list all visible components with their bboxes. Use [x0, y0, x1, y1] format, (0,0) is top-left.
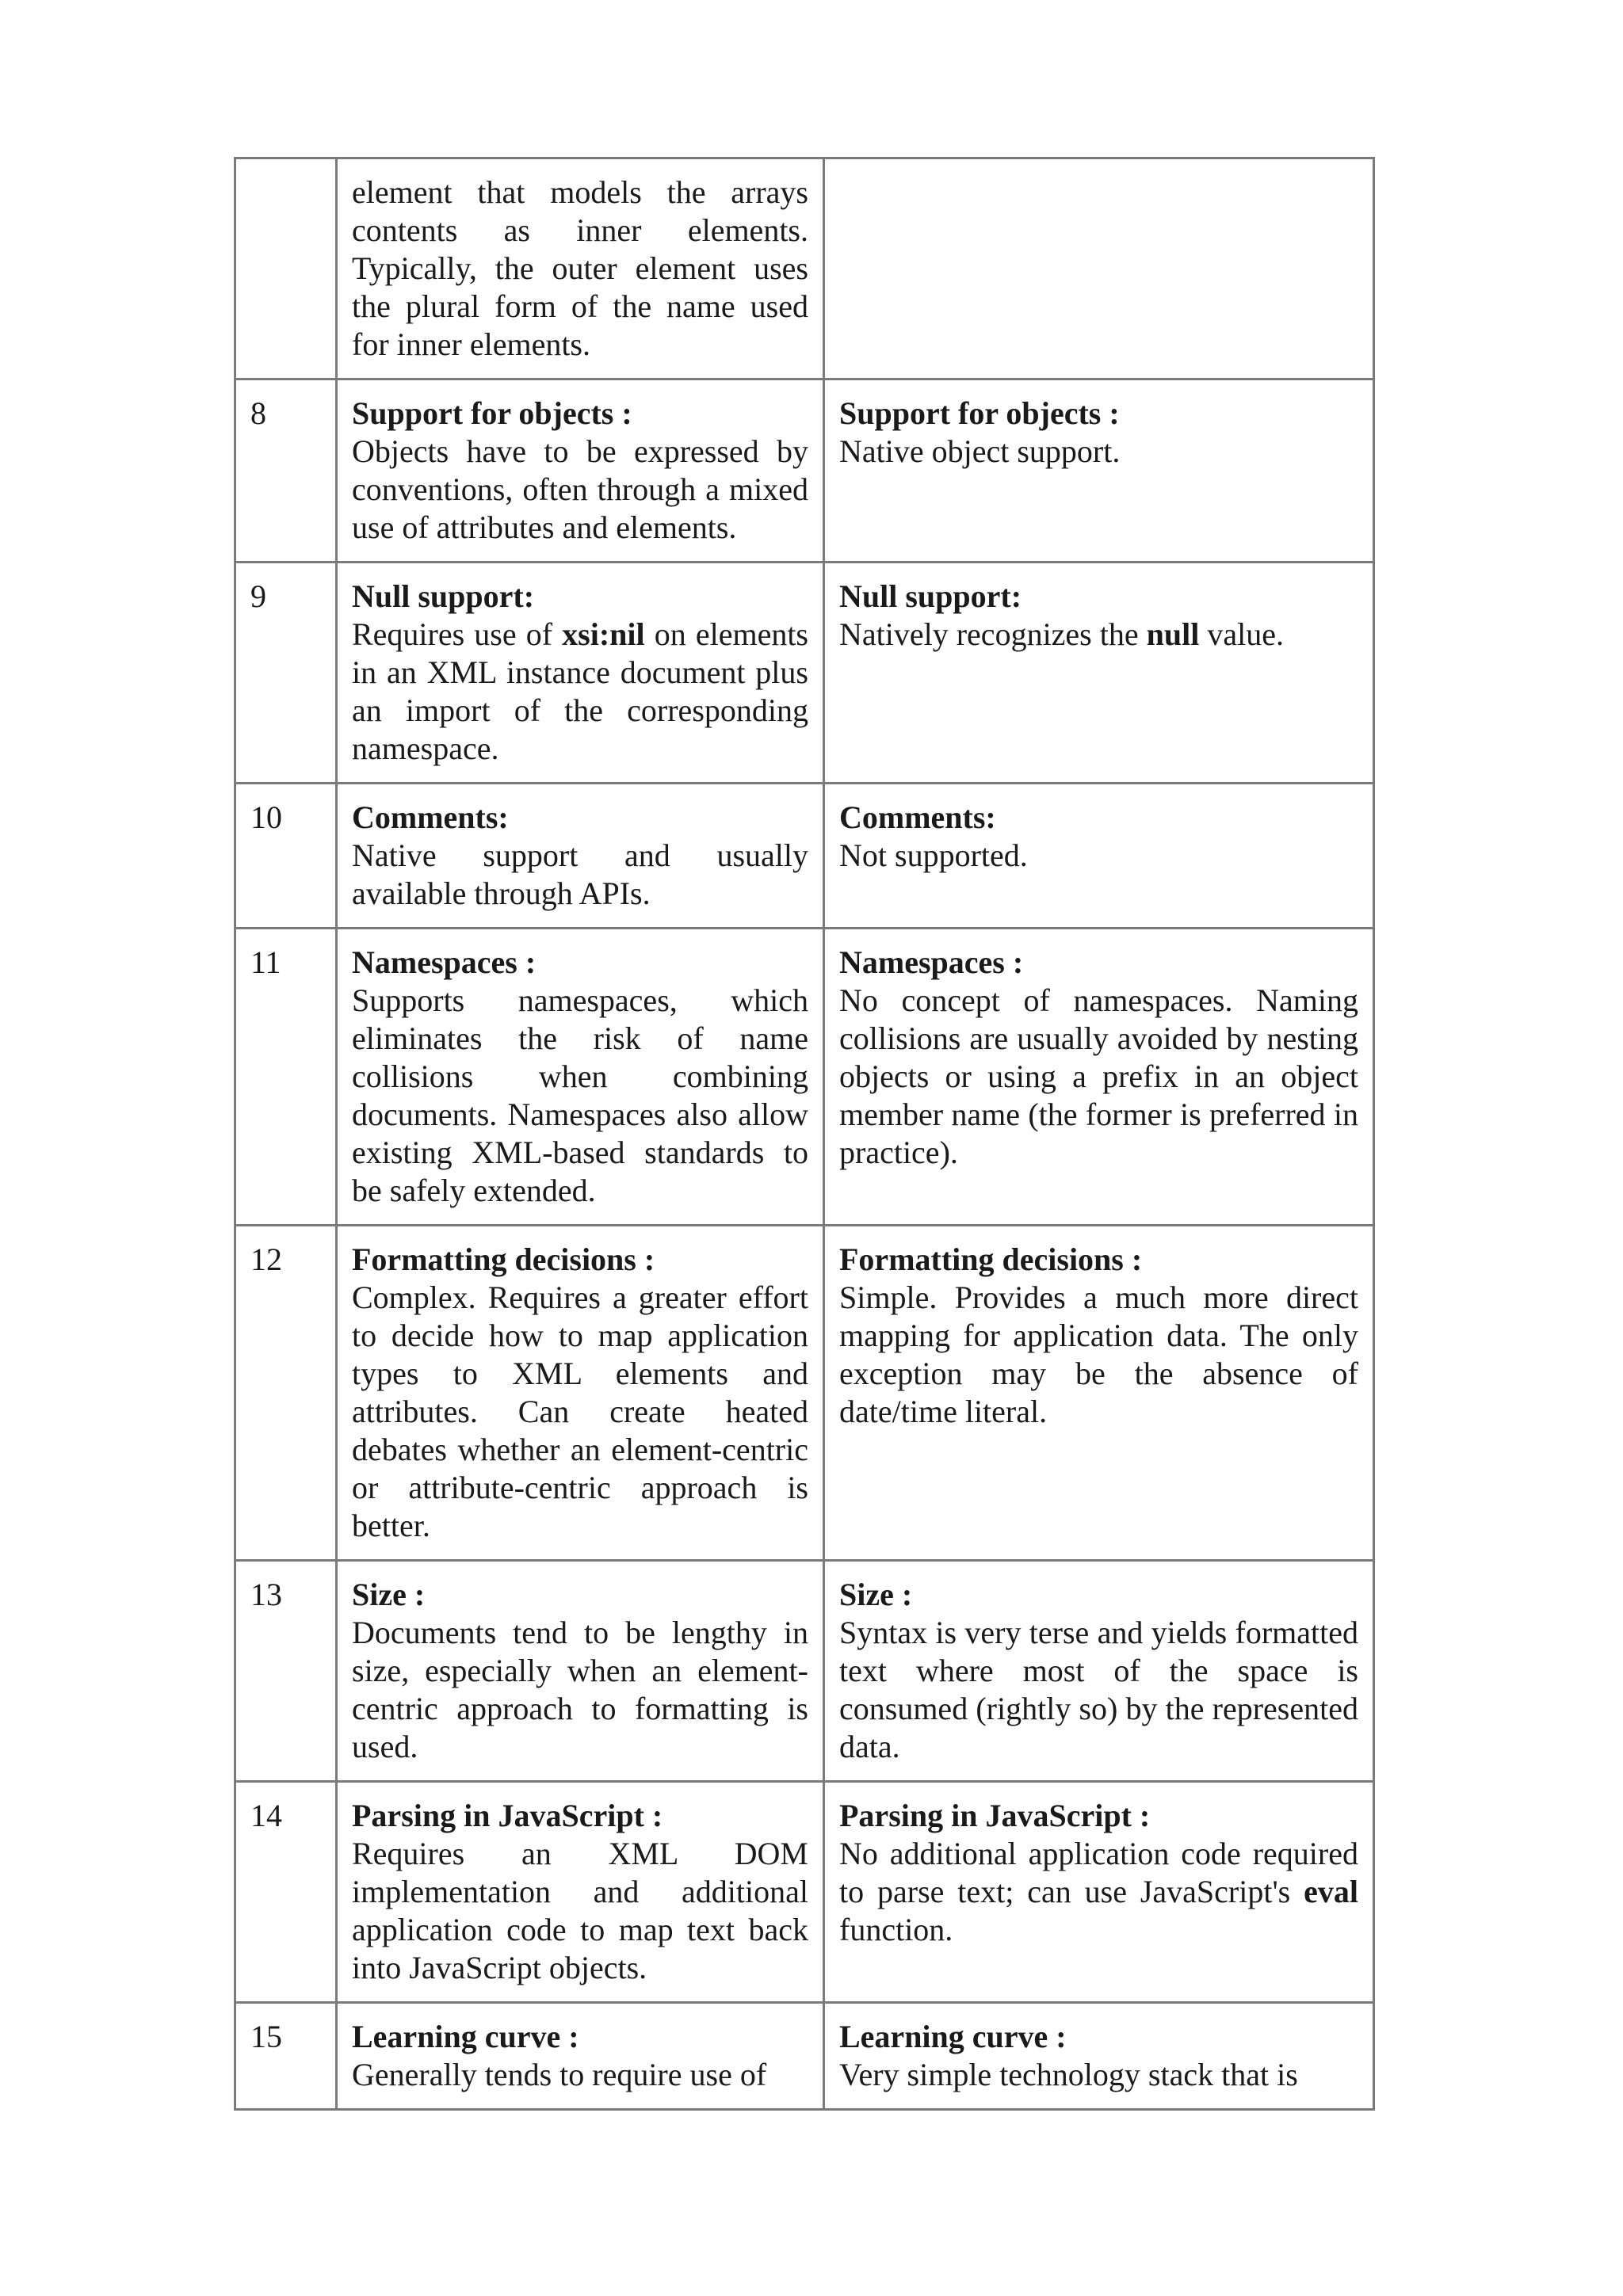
json-heading: Comments: [839, 799, 996, 835]
xml-cell [337, 2003, 824, 2110]
json-cell [824, 2003, 1374, 2110]
row-number: 14 [235, 1782, 337, 2003]
xml-description: Native support and usually available through APIs. [352, 837, 808, 911]
xml-description: Objects have to be expressed by conventions, often through a mixed use of attributes and elements. [352, 433, 808, 545]
xml-description: Generally tends to require use of [352, 2057, 767, 2092]
table-row [235, 1782, 1374, 2003]
json-cell [824, 1226, 1374, 1561]
table-row [235, 158, 1374, 379]
json-heading: Learning curve : [839, 2019, 1067, 2054]
table-row [235, 2003, 1374, 2110]
table-row [235, 1561, 1374, 1782]
xml-heading: Null support: [352, 578, 535, 614]
row-number: 15 [235, 2003, 337, 2110]
xml-description-post: on elements in an XML instance document plus an import of the corresponding namespace. [352, 616, 808, 766]
row-number: 12 [235, 1226, 337, 1561]
json-cell [824, 1782, 1374, 2003]
table-row [235, 929, 1374, 1226]
table-row [235, 1226, 1374, 1561]
json-heading: Null support: [839, 578, 1022, 614]
xml-heading: Formatting decisions : [352, 1241, 655, 1277]
json-cell [824, 929, 1374, 1226]
json-heading: Support for objects : [839, 395, 1120, 431]
xml-description: Supports namespaces, which eliminates the risk of name collisions when combining documents. Namespaces also allow existing XML-based standards to be safely extended. [352, 982, 808, 1208]
json-cell [824, 379, 1374, 563]
table-row [235, 784, 1374, 929]
json-description: No concept of namespaces. Naming collisions are usually avoided by nesting objects or using a prefix in an object member name (the former is preferred in practice). [839, 982, 1358, 1170]
xml-description-code: xsi:nil [562, 616, 645, 652]
xml-description: Documents tend to be lengthy in size, especially when an element-centric approach to formatting is used. [352, 1615, 808, 1764]
xml-heading: Size : [352, 1577, 426, 1612]
xml-description-pre: Requires use of [352, 616, 563, 652]
table-row [235, 379, 1374, 563]
row-number: 9 [235, 563, 337, 784]
xml-heading: Comments: [352, 799, 509, 835]
xml-description [352, 616, 808, 768]
row-number: 13 [235, 1561, 337, 1782]
xml-heading: Support for objects : [352, 395, 632, 431]
json-cell [824, 784, 1374, 929]
json-description-post: function. [839, 1912, 953, 1947]
row-number: 11 [235, 929, 337, 1226]
xml-heading: Namespaces : [352, 944, 537, 980]
xml-cell [337, 1226, 824, 1561]
xml-description: Complex. Requires a greater effort to decide how to map application types to XML elements and attributes. Can create heated debates whether an element-centric or attribute-centric approach is better. [352, 1280, 808, 1543]
xml-cell [337, 158, 824, 379]
json-cell [824, 563, 1374, 784]
json-description [839, 616, 1358, 654]
json-description [839, 1835, 1358, 1949]
xml-cell [337, 379, 824, 563]
xml-description: Requires an XML DOM implementation and additional application code to map text back into JavaScript objects. [352, 1836, 808, 1985]
json-description: Native object support. [839, 433, 1121, 469]
json-heading: Namespaces : [839, 944, 1024, 980]
json-description-pre: No additional application code required to parse text; can use JavaScript's [839, 1836, 1358, 1909]
json-cell [824, 158, 1374, 379]
xml-cell [337, 1561, 824, 1782]
json-description: Simple. Provides a much more direct mapping for application data. The only exception may be the absence of date/time literal. [839, 1280, 1358, 1429]
json-heading: Formatting decisions : [839, 1241, 1143, 1277]
json-description-code: null [1146, 616, 1200, 652]
row-number [235, 158, 337, 379]
row-number: 8 [235, 379, 337, 563]
xml-heading: Parsing in JavaScript : [352, 1798, 663, 1833]
xml-description: element that models the arrays contents as inner elements. Typically, the outer element uses the plural form of the name used for inner elements. [352, 174, 808, 362]
json-description-code: eval [1304, 1874, 1358, 1909]
table-row [235, 563, 1374, 784]
json-description-post: value. [1199, 616, 1284, 652]
xml-cell [337, 563, 824, 784]
xml-cell [337, 1782, 824, 2003]
json-heading: Parsing in JavaScript : [839, 1798, 1151, 1833]
json-cell [824, 1561, 1374, 1782]
json-heading: Size : [839, 1577, 913, 1612]
xml-heading: Learning curve : [352, 2019, 579, 2054]
xml-cell [337, 929, 824, 1226]
row-number: 10 [235, 784, 337, 929]
json-description-pre: Natively recognizes the [839, 616, 1147, 652]
xml-json-comparison-table [234, 157, 1375, 2111]
json-description: Syntax is very terse and yields formatted text where most of the space is consumed (rightly so) by the represented data. [839, 1615, 1358, 1764]
json-description: Very simple technology stack that is [839, 2057, 1298, 2092]
json-description: Not supported. [839, 837, 1028, 873]
xml-cell [337, 784, 824, 929]
